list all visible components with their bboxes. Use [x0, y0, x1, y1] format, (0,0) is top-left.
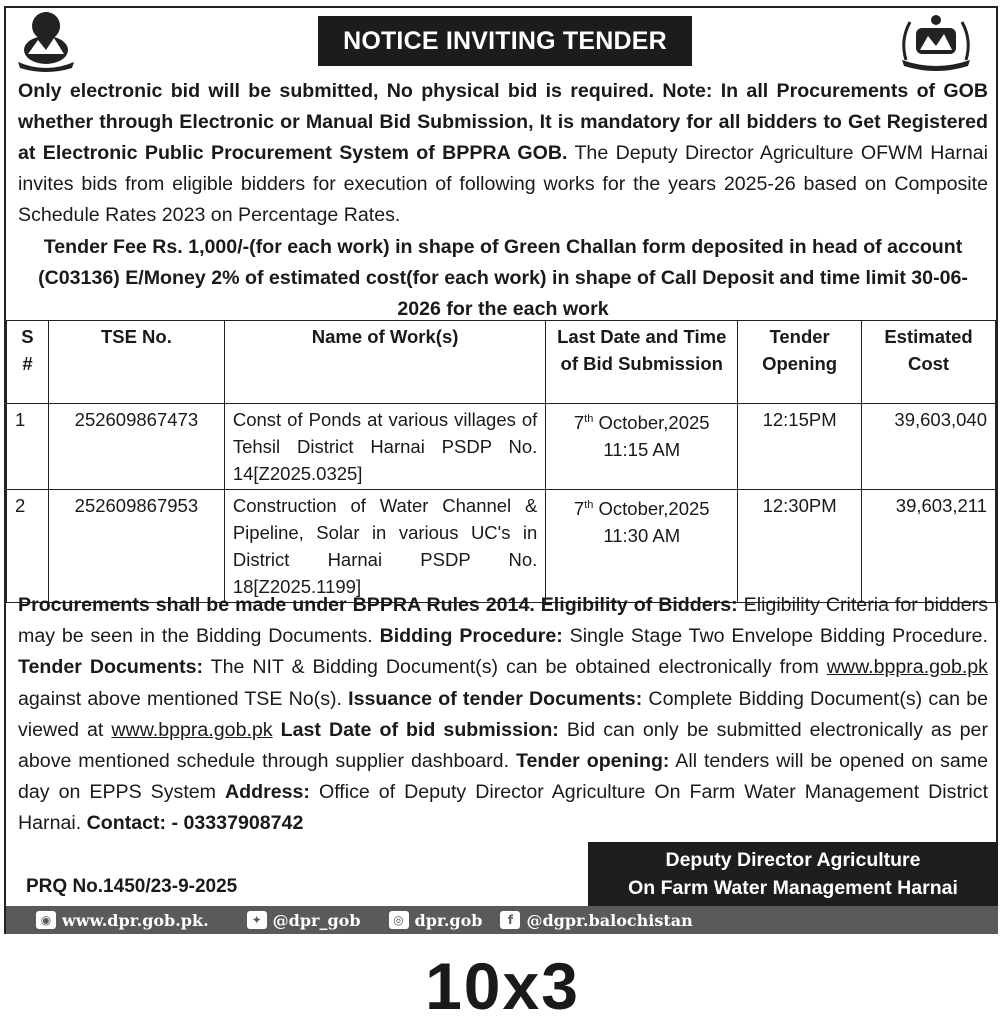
tender-fee-paragraph: Tender Fee Rs. 1,000/-(for each work) in shape of Green Challan form deposited in head of account (C03136) E/Money 2% of estimated cost(for each work) in shape of Call Deposit and time limit 30-06-2026 for the each work — [38, 236, 968, 320]
signature-line-1: Deputy Director Agriculture — [665, 849, 921, 871]
intro-text: The Deputy Director Agriculture OFWM Harnai invites bids from eligible bidders for execution of following works for the years 2025-26 based on Composite Schedule Rates 2023 on Percentage Rates. — [18, 142, 988, 226]
cell-last-date — [546, 490, 738, 603]
cell-tse: 252609867473 — [48, 404, 224, 490]
bppra-link[interactable]: www.bppra.gob.pk — [826, 656, 988, 679]
signature-line-2: On Farm Water Management Harnai — [628, 877, 958, 899]
col-header-opening: Tender Opening — [738, 321, 862, 404]
date-rest: October,2025 — [593, 498, 710, 520]
facebook-icon: f — [500, 911, 520, 929]
footer-web[interactable] — [36, 911, 209, 930]
intro-bold-text: Only electronic bid will be submitted, No physical bid is required. Note: In all Procurements of GOB whether through Electronic or Manual Bid Submission, It is mandatory for all bidders to Get Registered at Electronic Public Procurement System of BPPRA GOB. — [18, 80, 988, 164]
signature-block — [588, 842, 998, 906]
col-header-last-date: Last Date and Time of Bid Submission — [546, 321, 738, 404]
col-header-cost: Estimated Cost — [862, 321, 996, 404]
rules-text: Office of Deputy Director Agriculture On Farm Water Management District Harnai. — [18, 781, 989, 835]
cell-opening: 12:15PM — [738, 404, 862, 490]
date-suffix: th — [584, 499, 594, 511]
footer-twitter-text: @dpr_gob — [272, 910, 361, 930]
table-row — [7, 404, 996, 490]
table-header-row — [7, 321, 996, 404]
footer-web-text: www.dpr.gob.pk. — [62, 910, 209, 930]
twitter-icon: ✦ — [247, 911, 267, 929]
cell-last-date — [546, 404, 738, 490]
footer-instagram[interactable] — [389, 911, 483, 930]
date-day: 7 — [573, 498, 585, 520]
rules-bold-issuance: Issuance of tender Documents: — [348, 687, 643, 710]
cell-sn: 2 — [7, 490, 49, 603]
rules-bold-last-date: Last Date of bid submission: — [272, 718, 559, 741]
government-emblem-left-icon — [14, 10, 78, 72]
rules-text: Single Stage Two Envelope Bidding Procedure. — [562, 625, 988, 648]
ad-size-label: 10x3 — [425, 949, 580, 1023]
date-rest: October,2025 — [593, 412, 710, 434]
globe-icon: ◉ — [36, 911, 56, 929]
rules-text: Complete Bidding Document(s) can be viewed at — [18, 687, 988, 741]
cell-cost: 39,603,211 — [862, 490, 996, 603]
cell-opening: 12:30PM — [738, 490, 862, 603]
footer-bar — [6, 906, 998, 934]
works-table — [6, 320, 996, 603]
rules-text: against above mentioned TSE No(s). — [18, 687, 349, 710]
cell-sn: 1 — [7, 404, 49, 490]
table-row — [7, 490, 996, 603]
cell-work-name: Construction of Water Channel & Pipeline, Solar in various UC's in District Harnai PSDP No. 18[Z2025.1199] — [224, 490, 545, 603]
footer-instagram-text: dpr.gob — [414, 910, 483, 930]
notice-title: NOTICE INVITING TENDER — [318, 16, 692, 66]
instagram-icon: ◎ — [389, 911, 409, 929]
rules-text: The NIT & Bidding Document(s) can be obtained electronically from — [203, 656, 827, 679]
rules-text: All tenders will be opened on same day on EPPS System — [18, 750, 988, 804]
date-day: 7 — [573, 412, 585, 434]
cell-cost: 39,603,040 — [862, 404, 996, 490]
col-header-tse: TSE No. — [48, 321, 224, 404]
footer-twitter[interactable] — [247, 911, 361, 930]
cell-work-name: Const of Ponds at various villages of Tehsil District Harnai PSDP No. 14[Z2025.0325] — [224, 404, 545, 490]
rules-bold-procedure: Bidding Procedure: — [379, 625, 563, 648]
footer-facebook[interactable] — [500, 911, 692, 930]
date-suffix: th — [584, 413, 594, 425]
intro-paragraph — [18, 76, 988, 231]
rules-bold-opening: Tender opening: — [515, 750, 670, 773]
bid-time: 11:30 AM — [603, 525, 681, 547]
bid-time: 11:15 AM — [603, 439, 681, 461]
col-header-work: Name of Work(s) — [224, 321, 545, 404]
rules-bold-address: Address: — [225, 781, 310, 804]
bppra-link[interactable]: www.bppra.gob.pk — [111, 718, 273, 741]
col-header-sn: S # — [7, 321, 49, 404]
rules-text: Eligibility Criteria for bidders may be seen in the Bidding Documents. — [18, 594, 988, 648]
rules-paragraph — [18, 590, 988, 840]
footer-facebook-text: @dgpr.balochistan — [526, 910, 693, 930]
prq-number: PRQ No.1450/23-9-2025 — [26, 876, 238, 897]
government-emblem-right-icon — [896, 10, 976, 72]
rules-bold-documents: Tender Documents: — [18, 656, 204, 679]
cell-tse: 252609867953 — [48, 490, 224, 603]
rules-bold-procurements: Procurements shall be made under BPPRA Rules 2014. Eligibility of Bidders: — [18, 594, 738, 616]
contact-number: Contact: - 03337908742 — [86, 812, 304, 835]
rules-text: Bid can only be submitted electronically as per above mentioned schedule through supplier dashboard. — [18, 718, 988, 773]
